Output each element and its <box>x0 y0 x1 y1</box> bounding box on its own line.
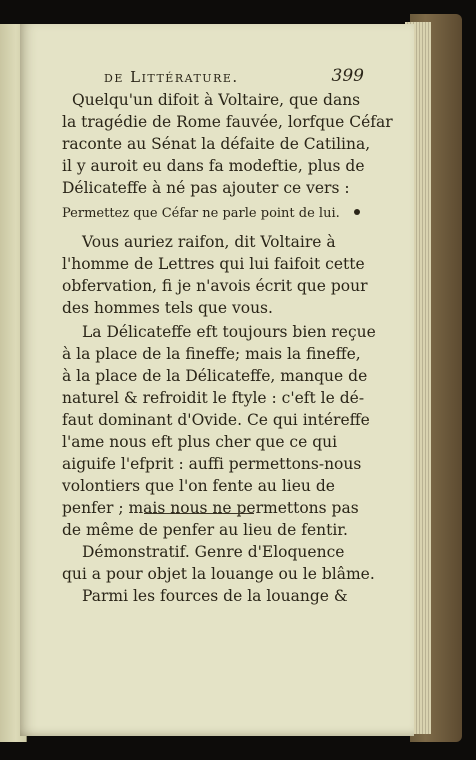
text-line: La Délicateffe eft toujours bien reçue <box>82 323 376 341</box>
text-line: à la place de la Délicateffe, manque de <box>62 367 368 385</box>
text-line: naturel & refroidit le ftyle : c'eft le dé- <box>62 389 365 407</box>
section-divider <box>144 513 254 514</box>
ink-spot <box>354 209 360 215</box>
text-line: des hommes tels que vous. <box>62 299 273 317</box>
running-title: de Littérature. <box>104 68 239 86</box>
text-line: Délicateffe à né pas ajouter ce vers : <box>62 179 350 197</box>
text-line: faut dominant d'Ovide. Ce qui intéreffe <box>62 411 370 429</box>
text-line: la tragédie de Rome fauvée, lorfque Céfar <box>62 113 393 131</box>
quoted-verse: Permettez que Céfar ne parle point de lui. <box>62 206 340 221</box>
text-line: qui a pour objet la louange ou le blâme. <box>62 565 375 583</box>
running-head <box>104 68 364 90</box>
entry-heading-line: Démonstratif. Genre d'Eloquence <box>82 543 345 561</box>
text-line: Quelqu'un difoit à Voltaire, que dans <box>72 91 361 109</box>
text-line: obfervation, fi je n'avois écrit que pour <box>62 277 368 295</box>
text-line: l'ame nous eft plus cher que ce qui <box>62 433 338 451</box>
text-line: l'homme de Lettres qui lui faifoit cette <box>62 255 365 273</box>
text-line: penfer ; mais nous ne permettons pas <box>62 499 359 517</box>
text-line: raconte au Sénat la défaite de Catilina, <box>62 135 371 153</box>
text-line: aiguife l'efprit : auffi permettons-nous <box>62 455 362 473</box>
text-line: Vous auriez raifon, dit Voltaire à <box>82 233 336 251</box>
book-page <box>20 24 414 736</box>
text-line: volontiers que l'on fente au lieu de <box>62 477 335 495</box>
page-number: 399 <box>331 66 364 86</box>
text-line: de même de penfer au lieu de fentir. <box>62 521 348 539</box>
text-line: Parmi les fources de la louange & <box>82 587 348 605</box>
text-line: à la place de la fineffe; mais la fineffe, <box>62 345 361 363</box>
text-line: il y auroit eu dans fa modeftie, plus de <box>62 157 365 175</box>
